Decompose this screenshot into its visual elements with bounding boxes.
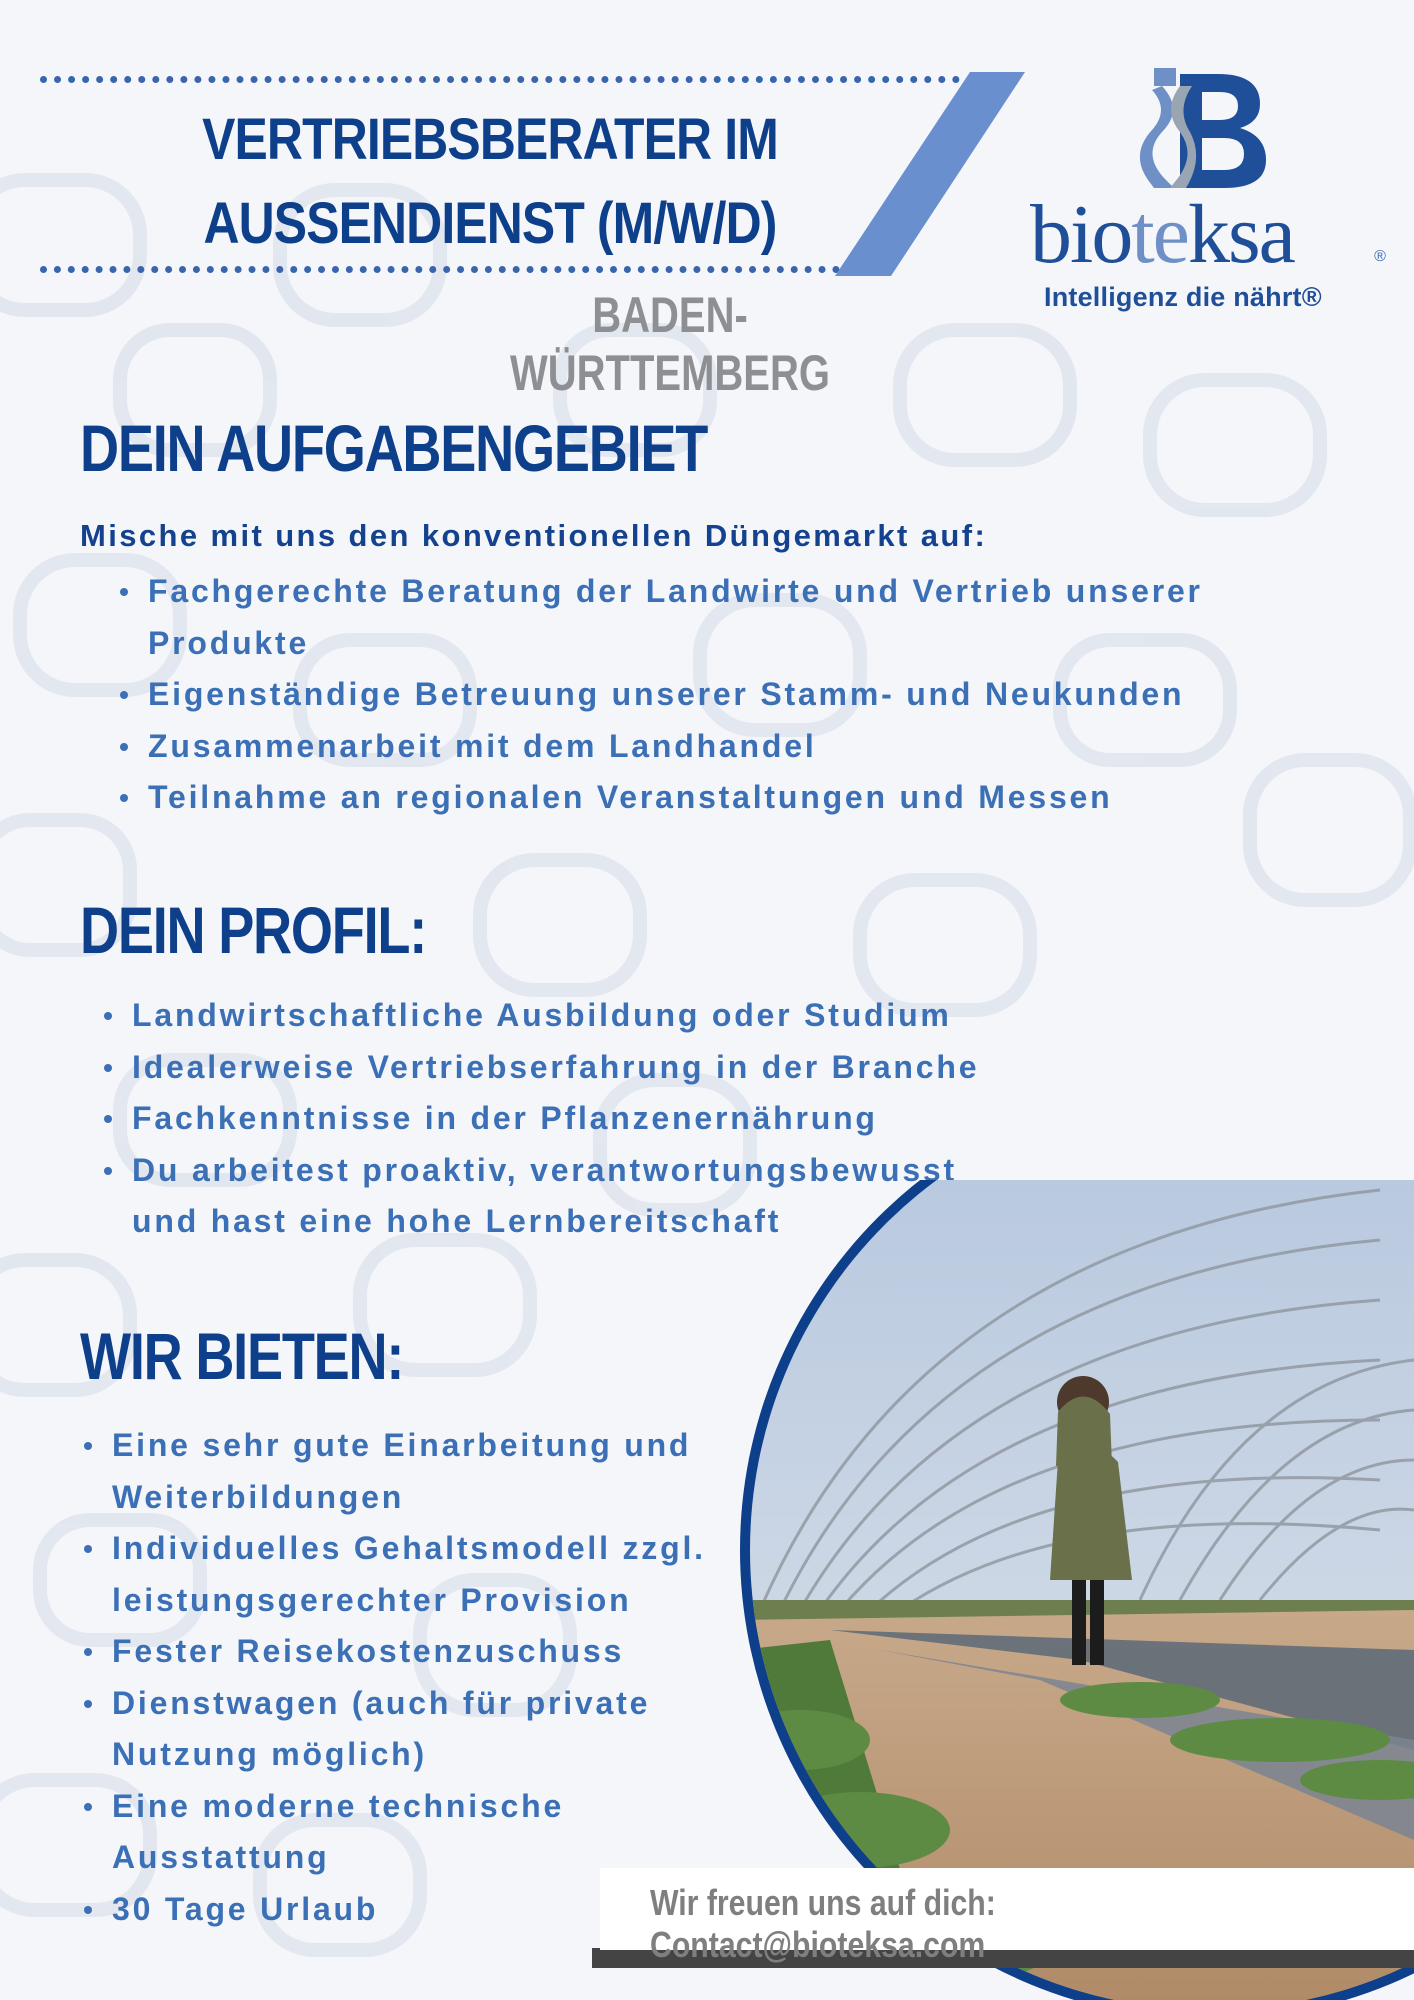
list-item	[132, 1042, 1032, 1094]
list-item	[148, 721, 1298, 773]
list-item-text: Fachkenntnisse in der Pflanzenernährung	[132, 1100, 878, 1136]
list-item-text: 30 Tage Urlaub	[112, 1890, 379, 1927]
list-item	[148, 566, 1298, 618]
list-item-text: leistungsgerechter Provision	[112, 1581, 632, 1618]
list-item-text: Idealerweise Vertriebserfahrung in der Branche	[132, 1048, 980, 1085]
list-item	[148, 669, 1298, 721]
list-item-text: Weiterbildungen	[112, 1478, 405, 1515]
job-title-line-1: VERTRIEBSBERATER IM	[202, 107, 778, 172]
list-item-text: Dienstwagen (auch für private	[112, 1684, 651, 1721]
list-item	[112, 1626, 752, 1678]
bullet-icon	[104, 1115, 112, 1123]
list-item	[132, 1093, 1032, 1145]
bullet-icon	[84, 1442, 92, 1450]
list-item-text: Fachgerechte Beratung der Landwirte und Vertrieb unserer	[148, 573, 1203, 609]
bullet-icon	[120, 794, 128, 802]
list-item-continuation	[112, 1729, 752, 1781]
list-item-continuation	[112, 1575, 752, 1627]
bullet-icon	[120, 691, 128, 699]
list-item-text: Landwirtschaftliche Ausbildung oder Studium	[132, 997, 952, 1033]
bullet-icon	[104, 1012, 112, 1020]
list-item	[148, 772, 1298, 824]
bioteksa-b-mark-icon	[1140, 66, 1270, 192]
wordmark-part-1: bio	[1030, 188, 1132, 281]
list-item-text: Eine moderne technische	[112, 1787, 565, 1824]
aufgaben-list	[148, 566, 1298, 824]
bullet-icon	[84, 1906, 92, 1914]
list-item-text: Produkte	[148, 624, 310, 661]
list-item-text: und hast eine hohe Lernbereitschaft	[132, 1203, 782, 1239]
bullet-icon	[84, 1700, 92, 1708]
list-item-text: Du arbeitest proaktiv, verantwortungsbewusst	[132, 1151, 957, 1188]
bullet-icon	[104, 1167, 112, 1175]
list-item	[112, 1523, 752, 1575]
bullet-icon	[104, 1064, 112, 1072]
job-title	[155, 98, 826, 266]
job-location: BADEN-WÜRTTEMBERG	[510, 287, 830, 401]
list-item	[112, 1420, 752, 1472]
list-item-text: Ausstattung	[112, 1839, 330, 1875]
list-item	[132, 990, 1032, 1042]
list-item-text: Nutzung möglich)	[112, 1736, 427, 1772]
section-heading-wir-bieten: WIR BIETEN:	[80, 1319, 404, 1393]
logo-tagline: Intelligenz die nährt®	[1044, 282, 1322, 312]
header-slash-shape	[835, 72, 1025, 276]
bullet-icon	[84, 1648, 92, 1656]
list-item-text: Eine sehr gute Einarbeitung und	[112, 1427, 692, 1463]
bullet-icon	[84, 1803, 92, 1811]
list-item-continuation	[112, 1472, 752, 1524]
bullet-icon	[120, 743, 128, 751]
section-heading-aufgabengebiet: DEIN AUFGABENGEBIET	[80, 411, 708, 485]
wordmark-part-2: te	[1131, 188, 1188, 281]
bioteksa-wordmark	[1030, 190, 1380, 280]
header-dotted-line-top	[40, 76, 960, 83]
header-dotted-line-bottom	[40, 266, 840, 273]
list-item-text: Fester Reisekostenzuschuss	[112, 1633, 625, 1669]
bioteksa-logo	[1030, 60, 1400, 320]
bieten-list	[112, 1420, 752, 1935]
aufgaben-intro: Mische mit uns den konventionellen Düngemarkt auf:	[80, 518, 988, 553]
list-item-text: Eigenständige Betreuung unserer Stamm- und Neukunden	[148, 676, 1185, 712]
contact-line: Wir freuen uns auf dich: Contact@bioteksa.com	[650, 1882, 996, 1965]
section-heading-profil: DEIN PROFIL:	[80, 893, 427, 967]
list-item	[112, 1781, 752, 1833]
job-title-line-2: AUSSENDIENST (M/W/D)	[203, 191, 777, 256]
list-item-continuation	[148, 618, 1298, 670]
bullet-icon	[84, 1545, 92, 1553]
registered-mark: ®	[1374, 248, 1386, 265]
wordmark-part-3: ksa	[1187, 188, 1294, 281]
list-item-text: Individuelles Gehaltsmodell zzgl.	[112, 1530, 706, 1566]
bullet-icon	[120, 588, 128, 596]
list-item-text: Zusammenarbeit mit dem Landhandel	[148, 727, 817, 764]
list-item	[112, 1678, 752, 1730]
list-item-text: Teilnahme an regionalen Veranstaltungen und Messen	[148, 779, 1113, 815]
